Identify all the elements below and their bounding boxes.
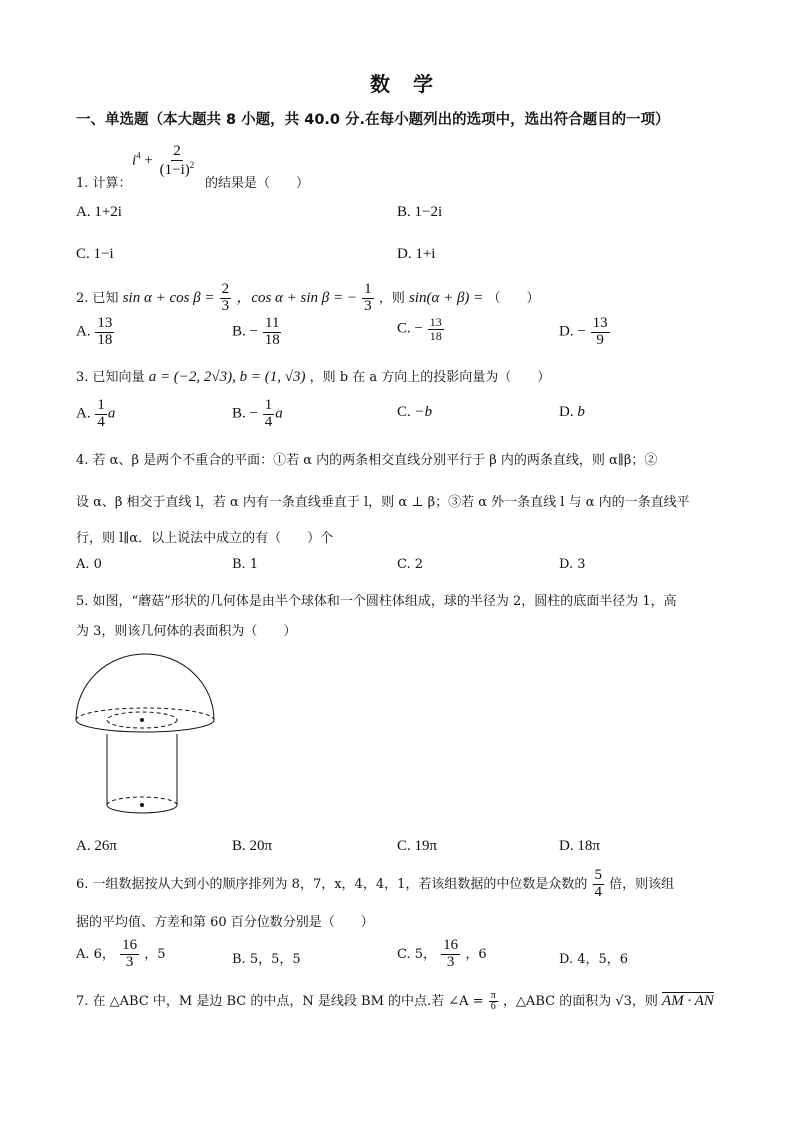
option-d[interactable]: D. 18π [559, 838, 600, 854]
option-c[interactable]: C. 1−i [76, 246, 114, 262]
question-5-line-1: 5. 如图，“蘑菇”形状的几何体是由半个球体和一个圆柱体组成，球的半径为 2，圆柱的底面半径为 1，高 [76, 594, 677, 609]
option-c[interactable]: C. 5， $\frac{16}{3}$ ，6 [397, 937, 487, 970]
question-4-line-1: 4. 若 α、β 是两个不重合的平面：①若 α 内的两条相交直线分别平行于 β 内的两条直线，则 α∥β；② [76, 453, 658, 468]
option-b[interactable]: B. − $\frac{11}{18}$ [232, 315, 280, 348]
option-c[interactable]: C. 19π [397, 838, 438, 854]
option-a[interactable]: A. 6， $\frac{16}{3}$ ，5 [76, 937, 166, 970]
option-c[interactable]: C. 2 [397, 557, 424, 572]
question-6-line-2: 据的平均值、方差和第 60 百分位数分别是（ ） [76, 915, 374, 930]
page-title: 数 学 [370, 72, 441, 96]
option-d[interactable]: D. − $\frac{13}{9}$ [559, 315, 608, 348]
option-d[interactable]: D. b [559, 404, 585, 420]
question-2-stem: 2. 已知 sin α + cos β = $\frac{2}{3}$ ，cos α + sin β = − $\frac{1}{3}$ ，则 sin(α + β) = （ ） [76, 281, 540, 314]
option-d[interactable]: D. 3 [559, 557, 586, 572]
question-1-expression: $i^4$ + $\frac{2}{(1-i)^2}$ [132, 143, 195, 178]
option-c[interactable]: C. −b [397, 404, 433, 420]
option-b[interactable]: B. 20π [232, 838, 273, 854]
option-a[interactable]: A. 0 [76, 557, 102, 572]
question-4-line-2: 设 α、β 相交于直线 l，若 α 内有一条直线垂直于 l，则 α ⊥ β；③若 α 外一条直线 l 与 α 内的一条直线平 [76, 495, 690, 510]
option-a[interactable]: A. 26π [76, 838, 117, 854]
option-d[interactable]: D. 4，5，6 [559, 952, 629, 967]
option-d[interactable]: D. 1+i [397, 246, 436, 262]
question-6-line-1: 6. 一组数据按从大到小的顺序排列为 8，7，x，4，4，1，若该组数据的中位数是众数的 $\frac{5}{4}$ 倍，则该组 [76, 867, 675, 900]
question-7-stem: 7. 在 △ABC 中，M 是边 BC 的中点，N 是线段 BM 的中点.若 ∠A = $\frac{\pi}{6}$ ，△ABC 的面积为 √3，则 AM · AN [76, 989, 714, 1012]
option-b[interactable]: B. 1 [232, 557, 259, 572]
option-c[interactable]: C. − $\frac{13}{18}$ [397, 315, 442, 343]
option-a[interactable]: A. $\frac{13}{18}$ [76, 315, 113, 348]
question-3-stem: 3. 已知向量 a = (−2, 2√3), b = (1, √3) ，则 b 在 a 方向上的投影向量为（ ） [76, 369, 551, 385]
question-1-tail: 的结果是（ ） [205, 176, 310, 191]
question-5-line-2: 为 3，则该几何体的表面积为（ ） [76, 624, 297, 639]
option-a[interactable]: A. 1+2i [76, 204, 122, 220]
option-b[interactable]: B. 1−2i [397, 204, 443, 220]
option-a[interactable]: A. $\frac{1}{4}$ a [76, 397, 116, 430]
option-b[interactable]: B. 5，5，5 [232, 952, 301, 967]
question-4-line-3: 行，则 l∥α．以上说法中成立的有（ ）个 [76, 531, 334, 546]
option-b[interactable]: B. − $\frac{1}{4}$ a [232, 397, 283, 430]
section-heading: 一、单选题（本大题共 8 小题，共 40.0 分.在每小题列出的选项中，选出符合题目的一项） [76, 112, 670, 128]
mushroom-solid-figure [70, 650, 220, 820]
question-1-stem: 1. 计算： [76, 176, 132, 191]
